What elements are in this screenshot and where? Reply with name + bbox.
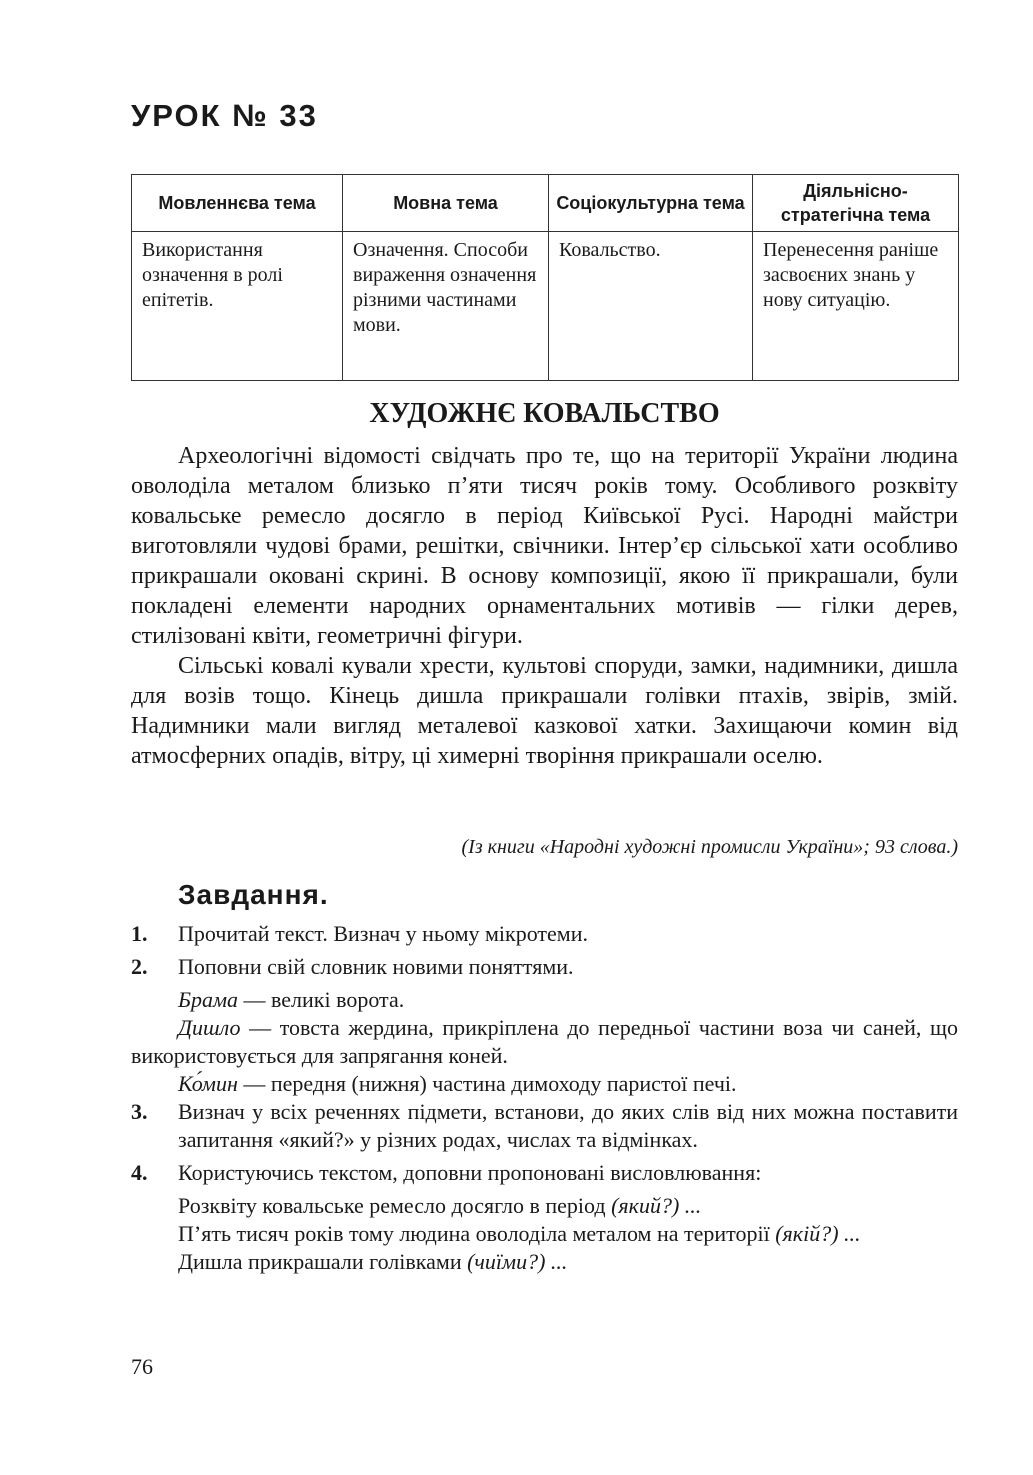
header-language-topic: Мовна тема: [343, 175, 549, 232]
header-speech-topic: Мовленнєва тема: [132, 175, 343, 232]
cell-activity-topic: Перенесення раніше засвоєних знань у нову ситуацію.: [753, 232, 959, 381]
glossary-entry: [131, 1070, 958, 1098]
sentence-text: Дишла прикрашали голівками: [178, 1249, 468, 1274]
glossary-term: Дишло: [178, 1015, 241, 1040]
task-item: [131, 953, 958, 981]
task-item: [131, 920, 958, 948]
article-body: [131, 441, 958, 771]
cell-language-topic: Означення. Способи вираження означення різними частинами мови.: [343, 232, 549, 381]
sentence-question: (чиїми?) ...: [467, 1249, 568, 1274]
topics-header-row: [132, 175, 959, 232]
task-number: 1.: [131, 921, 148, 946]
sentence-text: П’ять тисяч років тому людина оволоділа металом на території: [178, 1221, 776, 1246]
cell-speech-topic: Використання означення в ролі епітетів.: [132, 232, 343, 381]
completion-sentence: [131, 1220, 958, 1248]
task-number: 2.: [131, 954, 148, 979]
task-number: 4.: [131, 1160, 148, 1185]
task-text: Прочитай текст. Визнач у ньому мікротеми.: [178, 921, 588, 946]
glossary-definition: — передня (нижня) частина димоходу паристої печі.: [237, 1071, 737, 1096]
glossary-term: Брама: [178, 987, 239, 1012]
tasks-heading: Завдання.: [178, 879, 329, 910]
page-number: 76: [131, 1354, 153, 1379]
task-text: Поповни свій словник новими поняттями.: [178, 954, 574, 979]
glossary-term: Ко́мин: [178, 1071, 238, 1096]
lesson-title: УРОК № 33: [131, 98, 318, 133]
article-title: ХУДОЖНЄ КОВАЛЬСТВО: [369, 398, 720, 429]
header-sociocultural-topic: Соціокультурна тема: [549, 175, 753, 232]
header-activity-topic: Діяльнісно-стратегічна тема: [753, 175, 959, 232]
completion-sentence: [131, 1248, 958, 1276]
topics-row: [132, 232, 959, 381]
task-item: [131, 1159, 958, 1187]
task-text: Користуючись текстом, доповни пропоновані висловлювання:: [178, 1160, 762, 1185]
sentence-question: (якій?) ...: [775, 1221, 861, 1246]
glossary-entry: [131, 1014, 958, 1070]
task-number: 3.: [131, 1099, 148, 1124]
completion-sentence: [131, 1192, 958, 1220]
glossary-definition: — великі ворота.: [238, 987, 405, 1012]
task-item: [131, 1098, 958, 1154]
task-text: Визнач у всіх реченнях підмети, встанови, до яких слів від них можна поставити запитання «який?» у різних родах, числах та відмінках.: [178, 1099, 958, 1152]
sentence-question: (який?) ...: [611, 1193, 702, 1218]
article-paragraph: Археологічні відомості свідчать про те, що на території України людина оволоділа металом близько п’яти тисяч років тому. Особливого розквіту ковальське ремесло досягло в період Київської Русі. Народні майстри виготовляли чудові брами, решітки, свічники. Інтер’єр сільської хати особливо прикрашали оковані скрині. В основу композиції, якою її прикрашали, були покладені елементи народних орнаментальних мотивів — гілки дерев, стилізовані квіти, геометричні фігури.: [131, 443, 958, 649]
glossary-definition: — товста жердина, прикріплена до передньої частини воза чи саней, що використовується для запрягання коней.: [131, 1015, 958, 1068]
article-paragraph: Сільські ковалі кували хрести, культові споруди, замки, надимники, дишла для возів тощо. Кінець дишла прикрашали голівки птахів, звірів, змій. Надимники мали вигляд металевої казкової хатки. Захищаючи комин від атмосферних опадів, вітру, ці химерні творіння прикрашали оселю.: [131, 653, 958, 769]
glossary-entry: [131, 986, 958, 1014]
topics-table: [131, 174, 959, 381]
sentence-text: Розквіту ковальське ремесло досягло в період: [178, 1193, 612, 1218]
tasks-list: [131, 920, 958, 1276]
article-source: (Із книги «Народні художні промисли України»; 93 слова.): [461, 836, 958, 858]
cell-sociocultural-topic: Ковальство.: [549, 232, 753, 381]
